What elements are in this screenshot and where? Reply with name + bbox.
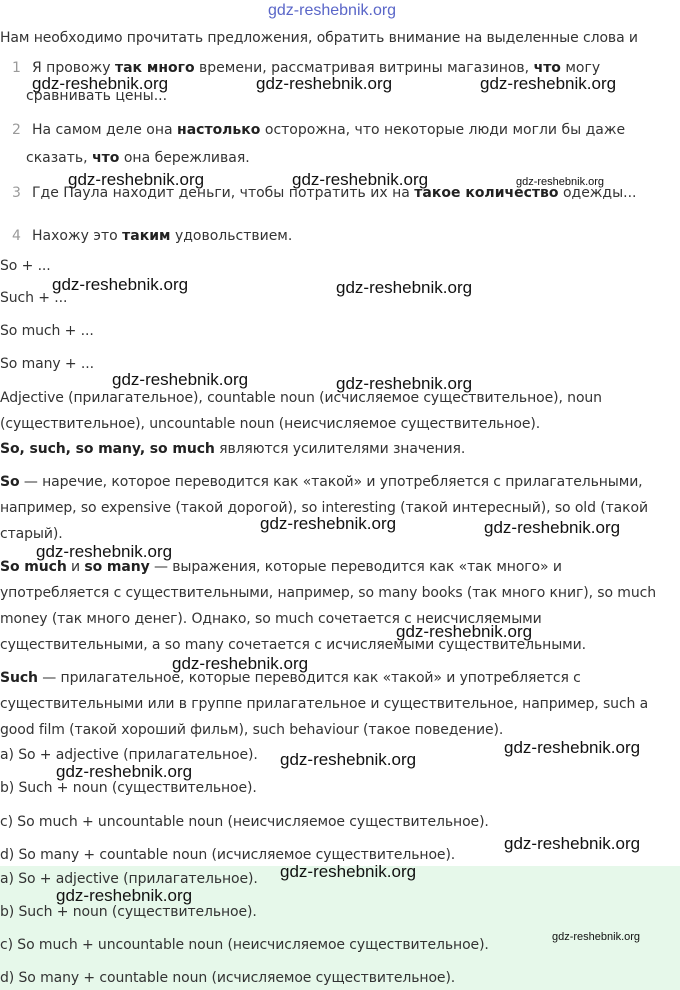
watermark: gdz-reshebnik.org: [68, 170, 205, 189]
intensifiers-note: So, such, so many, so much являются усилителями значения.: [0, 441, 466, 457]
watermark: gdz-reshebnik.org: [52, 275, 189, 294]
pattern-so: So + ...: [0, 258, 51, 274]
watermark: gdz-reshebnik.org: [56, 886, 193, 905]
sentence-2: На самом деле она настолько осторожна, что некоторые люди могли бы даже: [32, 122, 626, 138]
watermark: gdz-reshebnik.org: [480, 74, 617, 93]
watermark: gdz-reshebnik.org: [112, 370, 249, 389]
intro-text: Нам необходимо прочитать предложения, обратить внимание на выделенные слова и: [0, 30, 638, 46]
sentence-number: 2: [12, 122, 21, 138]
watermark: gdz-reshebnik.org: [504, 834, 641, 853]
sentence-2-continued: сказать, что она бережливая.: [26, 150, 250, 166]
site-header-watermark[interactable]: gdz-reshebnik.org: [268, 2, 397, 19]
sentence-number: 4: [12, 228, 21, 244]
sentence-1: Я провожу так много времени, рассматривая витрины магазинов, что могу: [32, 60, 601, 76]
pattern-so-much: So much + ...: [0, 323, 94, 339]
such-rule: существительными или в группе прилагательное и существительное, например, such a: [0, 696, 649, 712]
so-rule: старый).: [0, 526, 63, 542]
legend-line: (существительное), uncountable noun (неисчисляемое существительное).: [0, 416, 541, 432]
sentence-4: Нахожу это таким удовольствием.: [32, 228, 293, 244]
watermark: gdz-reshebnik.org: [396, 622, 533, 641]
watermark: gdz-reshebnik.org: [56, 762, 193, 781]
so-much-rule: So much и so many — выражения, которые переводится как «так много» и: [0, 559, 562, 575]
so-much-rule: money (так много денег). Однако, so much сочетается с неисчисляемыми: [0, 611, 542, 627]
so-rule: например, so expensive (такой дорогой), so interesting (такой интересный), so old (такой: [0, 500, 648, 516]
watermark: gdz-reshebnik.org: [260, 514, 397, 533]
so-much-rule: употребляется с существительными, например, so many books (так много книг), so much: [0, 585, 656, 601]
watermark: gdz-reshebnik.org: [172, 654, 309, 673]
pattern-such: Such + ...: [0, 290, 68, 306]
highlighted-answer-item: a) So + adjective (прилагательное).: [0, 871, 258, 887]
such-rule: Such — прилагательное, которые переводится как «такой» и употребляется с: [0, 670, 581, 686]
sentence-number: 3: [12, 185, 21, 201]
pattern-so-many: So many + ...: [0, 356, 94, 372]
watermark: gdz-reshebnik.org: [292, 170, 429, 189]
answer-item: c) So much + uncountable noun (неисчисляемое существительное).: [0, 814, 489, 830]
watermark: gdz-reshebnik.org: [256, 74, 393, 93]
watermark: gdz-reshebnik.org: [280, 862, 417, 881]
answer-item: a) So + adjective (прилагательное).: [0, 747, 258, 763]
watermark: gdz-reshebnik.org: [280, 750, 417, 769]
legend-line: Adjective (прилагательное), countable noun (исчисляемое существительное), noun: [0, 390, 602, 406]
so-much-rule: существительными, а so many сочетается с исчисляемыми существительными.: [0, 637, 586, 653]
sentence-3: Где Паула находит деньги, чтобы потратить их на такое количество одежды...: [32, 185, 637, 201]
watermark: gdz-reshebnik.org: [336, 278, 473, 297]
answer-item: b) Such + noun (существительное).: [0, 780, 257, 796]
highlighted-answer-item: b) Such + noun (существительное).: [0, 904, 257, 920]
watermark: gdz-reshebnik.org: [516, 176, 605, 188]
highlighted-answer-item: d) So many + countable noun (исчисляемое существительное).: [0, 970, 456, 986]
such-rule: good film (такой хороший фильм), such behaviour (такое поведение).: [0, 722, 504, 738]
watermark: gdz-reshebnik.org: [36, 542, 173, 561]
watermark: gdz-reshebnik.org: [504, 738, 641, 757]
answer-item: d) So many + countable noun (исчисляемое существительное).: [0, 847, 456, 863]
watermark: gdz-reshebnik.org: [32, 74, 169, 93]
watermark: gdz-reshebnik.org: [336, 374, 473, 393]
highlighted-answer-item: c) So much + uncountable noun (неисчисляемое существительное).: [0, 937, 489, 953]
watermark: gdz-reshebnik.org: [552, 931, 641, 943]
sentence-1-continued: сравнивать цены...: [26, 88, 168, 104]
sentence-number: 1: [12, 60, 21, 76]
so-rule: So — наречие, которое переводится как «такой» и употребляется с прилагательными,: [0, 474, 643, 490]
watermark: gdz-reshebnik.org: [484, 518, 621, 537]
